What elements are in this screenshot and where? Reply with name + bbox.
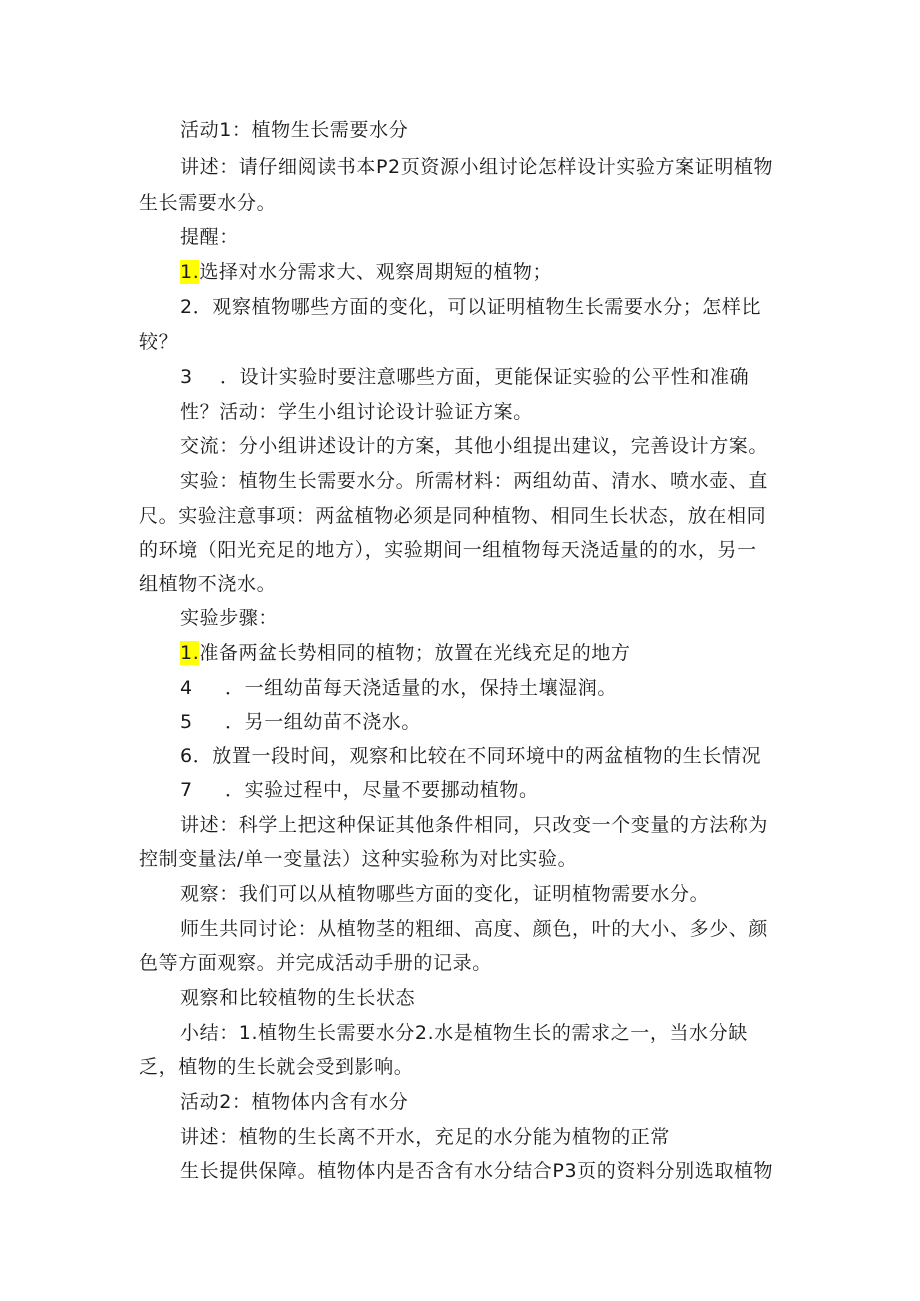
list-item-text: 选择对水分需求大、观察周期短的植物； — [199, 261, 553, 283]
list-number: 5 — [180, 711, 193, 733]
highlighted-number: 1. — [180, 261, 200, 283]
list-item-text: ．实验过程中，尽量不要挪动植物。 — [225, 779, 539, 801]
reminder-heading: 提醒： — [180, 226, 239, 248]
paragraph-line: 乏，植物的生长就会受到影响。 — [139, 1056, 414, 1078]
paragraph-line: 控制变量法/单一变量法）这种实验称为对比实验。 — [139, 848, 578, 870]
paragraph-line: 讲述：植物的生长离不开水，充足的水分能为植物的正常 — [180, 1126, 671, 1148]
list-item — [180, 710, 421, 734]
paragraph-line: 组植物不浇水。 — [139, 573, 277, 595]
paragraph-line: 性？活动：学生小组讨论设计验证方案。 — [180, 401, 533, 423]
list-number: 7 — [180, 779, 193, 801]
paragraph-line: 讲述：科学上把这种保证其他条件相同，只改变一个变量的方法称为 — [180, 814, 769, 836]
paragraph-line: 观察：我们可以从植物哪些方面的变化，证明植物需要水分。 — [180, 883, 710, 905]
list-item: 6．放置一段时间，观察和比较在不同环境中的两盆植物的生长情况 — [180, 745, 762, 767]
list-item-text: ．设计实验时要注意哪些方面，更能保证实验的公平性和准确 — [220, 366, 750, 388]
paragraph-line: 小结：1.植物生长需要水分2.水是植物生长的需求之一，当水分缺 — [180, 1022, 748, 1044]
list-item-text: ．一组幼苗每天浇适量的水，保持土壤湿润。 — [225, 677, 618, 699]
paragraph-line: 实验：植物生长需要水分。所需材料：两组幼苗、清水、喷水壶、直 — [180, 470, 769, 492]
paragraph-line: 生长需要水分。 — [139, 192, 277, 214]
list-number: 3 — [180, 366, 193, 388]
list-item — [180, 641, 631, 665]
paragraph-line: 的环境（阳光充足的地方），实验期间一组植物每天浇适量的的水，另一 — [139, 539, 757, 561]
paragraph-line: 较？ — [139, 331, 179, 353]
paragraph-line: 讲述：请仔细阅读书本P2页资源小组讨论怎样设计实验方案证明植物 — [180, 156, 774, 178]
list-item-text: ．另一组幼苗不浇水。 — [225, 711, 422, 733]
list-item: 2．观察植物哪些方面的变化，可以证明植物生长需要水分；怎样比 — [180, 296, 762, 318]
highlighted-number: 1. — [180, 642, 200, 664]
list-item — [180, 260, 552, 284]
list-number: 4 — [180, 677, 193, 699]
activity-2-heading: 活动2：植物体内含有水分 — [180, 1091, 409, 1113]
paragraph-line: 生长提供保障。植物体内是否含有水分结合P3页的资料分别选取植物 — [180, 1160, 774, 1182]
list-item — [180, 365, 749, 389]
paragraph-line: 观察和比较植物的生长状态 — [180, 987, 416, 1009]
paragraph-line: 色等方面观察。并完成活动手册的记录。 — [139, 952, 492, 974]
paragraph-line: 尺。实验注意事项：两盆植物必须是同种植物、相同生长状态，放在相同 — [139, 505, 767, 527]
list-item — [180, 676, 617, 700]
activity-1-heading: 活动1：植物生长需要水分 — [180, 119, 409, 141]
paragraph-line: 师生共同讨论：从植物茎的粗细、高度、颜色，叶的大小、多少、颜 — [180, 918, 769, 940]
list-item — [180, 778, 539, 802]
list-item-text: 准备两盆长势相同的植物；放置在光线充足的地方 — [199, 642, 631, 664]
steps-heading: 实验步骤： — [180, 607, 279, 629]
paragraph-line: 交流：分小组讲述设计的方案，其他小组提出建议，完善设计方案。 — [180, 435, 769, 457]
